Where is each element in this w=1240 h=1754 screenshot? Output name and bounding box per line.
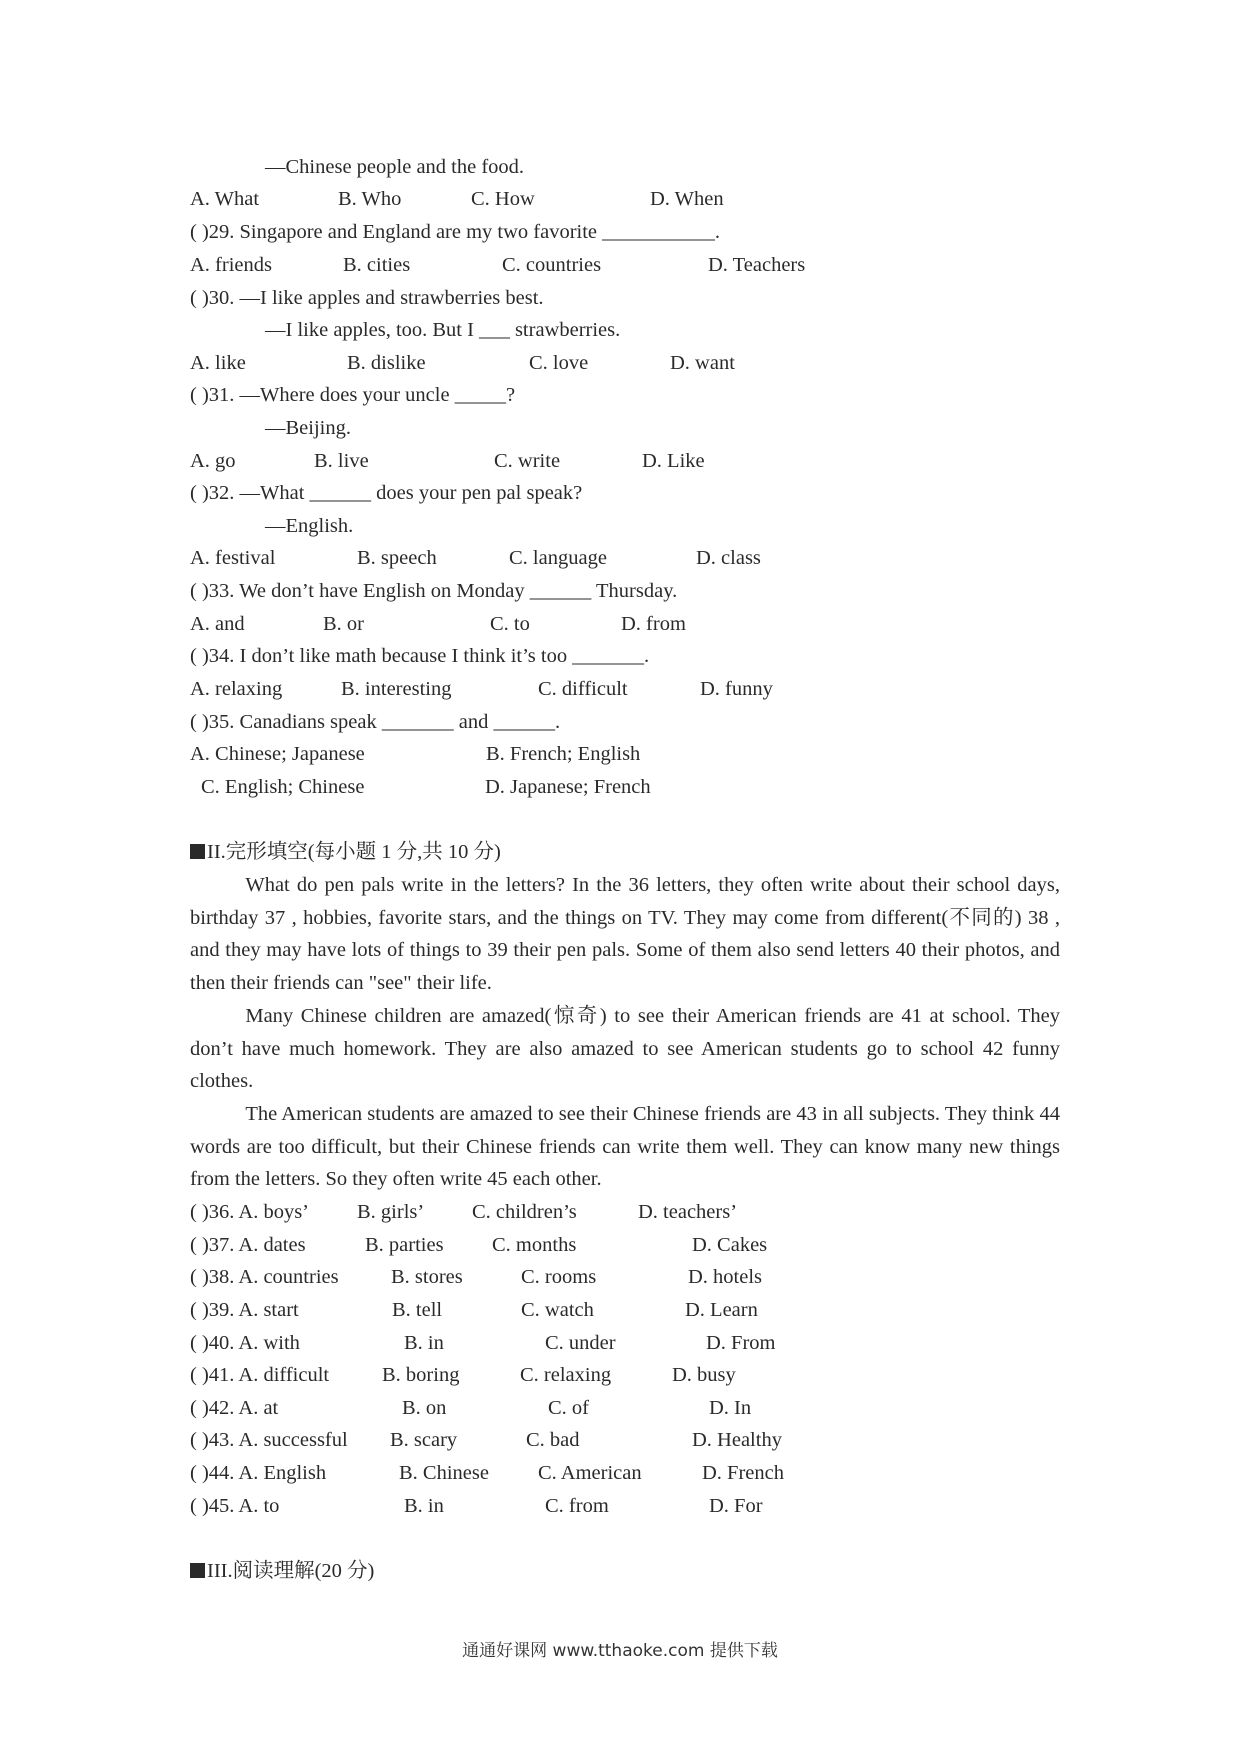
q34-option-d: D. funny — [700, 678, 773, 700]
cloze-option-c: C. from — [545, 1495, 609, 1517]
q31-stem: ( )31. —Where does your uncle _____? — [190, 384, 516, 406]
q28-option-a: A. What — [190, 188, 260, 210]
q30-stem: ( )30. —I like apples and strawberries best. — [190, 287, 544, 309]
cloze-item-num: ( )36. A. boys’ — [190, 1201, 310, 1223]
q34-stem: ( )34. I don’t like math because I think it’s too _______. — [190, 645, 650, 667]
q30-options — [190, 347, 1060, 380]
q29-option-c: C. countries — [502, 254, 602, 276]
q28-option-b: B. Who — [338, 188, 402, 210]
section-3-title-text: III.阅读理解(20 分) — [207, 1560, 375, 1582]
q29-options — [190, 249, 1060, 282]
section-2-title — [190, 836, 501, 869]
q32-option-a: A. festival — [190, 547, 276, 569]
cloze-option-b: B. on — [402, 1397, 447, 1419]
q32-option-c: C. language — [509, 547, 607, 569]
q31-options — [190, 445, 1060, 478]
q28-option-d: D. When — [650, 188, 724, 210]
section-3-title — [190, 1555, 374, 1588]
cloze-option-b: B. stores — [391, 1266, 463, 1288]
cloze-option-b: B. in — [404, 1332, 444, 1354]
cloze-item-45 — [190, 1490, 1060, 1523]
cloze-option-b: B. in — [404, 1495, 444, 1517]
cloze-item-num: ( )38. A. countries — [190, 1266, 339, 1288]
q32-reply: —English. — [265, 515, 354, 537]
q31-reply: —Beijing. — [265, 417, 351, 439]
cloze-item-41 — [190, 1359, 1060, 1392]
cloze-option-c: C. rooms — [521, 1266, 597, 1288]
q30-option-c: C. love — [529, 352, 589, 374]
cloze-item-num: ( )42. A. at — [190, 1397, 279, 1419]
cloze-option-c: C. watch — [521, 1299, 594, 1321]
q28-options — [190, 183, 1060, 216]
q30-reply: —I like apples, too. But I ___ strawberries. — [265, 319, 621, 341]
q33-options — [190, 608, 1060, 641]
q35-option-c: C. English; Chinese — [201, 776, 365, 798]
cloze-item-num: ( )39. A. start — [190, 1299, 299, 1321]
cloze-item-36 — [190, 1196, 1060, 1229]
cloze-option-b: B. girls’ — [357, 1201, 425, 1223]
q30-option-b: B. dislike — [347, 352, 426, 374]
q28-option-c: C. How — [471, 188, 535, 210]
q29-option-d: D. Teachers — [708, 254, 806, 276]
q30-option-d: D. want — [670, 352, 735, 374]
cloze-option-b: B. boring — [382, 1364, 460, 1386]
cloze-option-d: D. teachers’ — [638, 1201, 738, 1223]
cloze-option-d: D. busy — [672, 1364, 736, 1386]
q29-stem: ( )29. Singapore and England are my two favorite ___________. — [190, 221, 721, 243]
q34-option-c: C. difficult — [538, 678, 628, 700]
cloze-item-num: ( )37. A. dates — [190, 1234, 306, 1256]
q35-option-a: A. Chinese; Japanese — [190, 743, 365, 765]
q30-option-a: A. like — [190, 352, 246, 374]
q32-stem: ( )32. —What ______ does your pen pal speak? — [190, 482, 583, 504]
q35-options-row1 — [190, 738, 1060, 771]
q32-option-b: B. speech — [357, 547, 437, 569]
cloze-option-c: C. of — [548, 1397, 589, 1419]
q31-option-b: B. live — [314, 450, 369, 472]
cloze-item-num: ( )40. A. with — [190, 1332, 300, 1354]
cloze-item-39 — [190, 1294, 1060, 1327]
cloze-item-44 — [190, 1457, 1060, 1490]
cloze-paragraph-2: Many Chinese children are amazed(惊奇) to see their American friends are 41 at school. They don’t have much homework. They are also amazed to see American students go to school 42 funny clothes. — [190, 1005, 1060, 1093]
cloze-item-40 — [190, 1327, 1060, 1360]
cloze-option-c: C. children’s — [472, 1201, 577, 1223]
section-bullet-icon — [190, 844, 205, 859]
cloze-option-c: C. bad — [526, 1429, 580, 1451]
cloze-item-37 — [190, 1229, 1060, 1262]
q35-option-b: B. French; English — [486, 743, 641, 765]
cloze-option-c: C. relaxing — [520, 1364, 612, 1386]
cloze-paragraph-3: The American students are amazed to see their Chinese friends are 43 in all subjects. They think 44 words are too difficult, but their Chinese friends can write them well. They can know many new things from the letters. So they often write 45 each other. — [190, 1103, 1060, 1191]
cloze-item-num: ( )43. A. successful — [190, 1429, 348, 1451]
cloze-option-c: C. American — [538, 1462, 642, 1484]
cloze-option-d: D. French — [702, 1462, 784, 1484]
cloze-option-d: D. Cakes — [692, 1234, 768, 1256]
cloze-option-d: D. Healthy — [692, 1429, 782, 1451]
q29-option-b: B. cities — [343, 254, 411, 276]
cloze-item-38 — [190, 1261, 1060, 1294]
q34-option-b: B. interesting — [341, 678, 452, 700]
cloze-item-num: ( )41. A. difficult — [190, 1364, 330, 1386]
cloze-option-b: B. parties — [365, 1234, 444, 1256]
q35-options-row2 — [190, 771, 1060, 804]
cloze-option-d: D. From — [706, 1332, 776, 1354]
cloze-item-num: ( )45. A. to — [190, 1495, 280, 1517]
cloze-option-c: C. months — [492, 1234, 577, 1256]
q34-option-a: A. relaxing — [190, 678, 283, 700]
q31-option-d: D. Like — [642, 450, 705, 472]
cloze-item-num: ( )44. A. English — [190, 1462, 327, 1484]
q33-option-a: A. and — [190, 613, 245, 635]
q34-options — [190, 673, 1060, 706]
q35-option-d: D. Japanese; French — [485, 776, 651, 798]
cloze-option-d: D. hotels — [688, 1266, 763, 1288]
section-2-title-text: II.完形填空(每小题 1 分,共 10 分) — [207, 841, 501, 863]
cloze-option-b: B. tell — [392, 1299, 443, 1321]
cloze-option-d: D. In — [709, 1397, 752, 1419]
cloze-option-c: C. under — [545, 1332, 616, 1354]
q31-option-a: A. go — [190, 450, 236, 472]
cloze-paragraph-1: What do pen pals write in the letters? In the 36 letters, they often write about their school days, birthday 37 , hobbies, favorite stars, and the things on TV. They may come from different(不同的) 38 , and they may have lots of things to 39 their pen pals. Some of them also send letters 40 their photos, and then their friends can "see" their life. — [190, 874, 1060, 995]
cloze-item-43 — [190, 1424, 1060, 1457]
q33-option-d: D. from — [621, 613, 686, 635]
q29-option-a: A. friends — [190, 254, 272, 276]
q33-option-c: C. to — [490, 613, 530, 635]
q32-option-d: D. class — [696, 547, 761, 569]
cloze-option-b: B. Chinese — [399, 1462, 489, 1484]
q33-stem: ( )33. We don’t have English on Monday ______ Thursday. — [190, 580, 678, 602]
q28-answer: —Chinese people and the food. — [265, 156, 525, 178]
cloze-option-b: B. scary — [390, 1429, 458, 1451]
cloze-option-d: D. For — [709, 1495, 763, 1517]
q35-stem: ( )35. Canadians speak _______ and ______. — [190, 711, 561, 733]
q31-option-c: C. write — [494, 450, 561, 472]
cloze-item-42 — [190, 1392, 1060, 1425]
cloze-option-d: D. Learn — [685, 1299, 758, 1321]
q33-option-b: B. or — [323, 613, 364, 635]
page-footer: 通通好课网 www.tthaoke.com 提供下载 — [462, 1641, 778, 1661]
section-bullet-icon — [190, 1563, 205, 1578]
q32-options — [190, 542, 1060, 575]
